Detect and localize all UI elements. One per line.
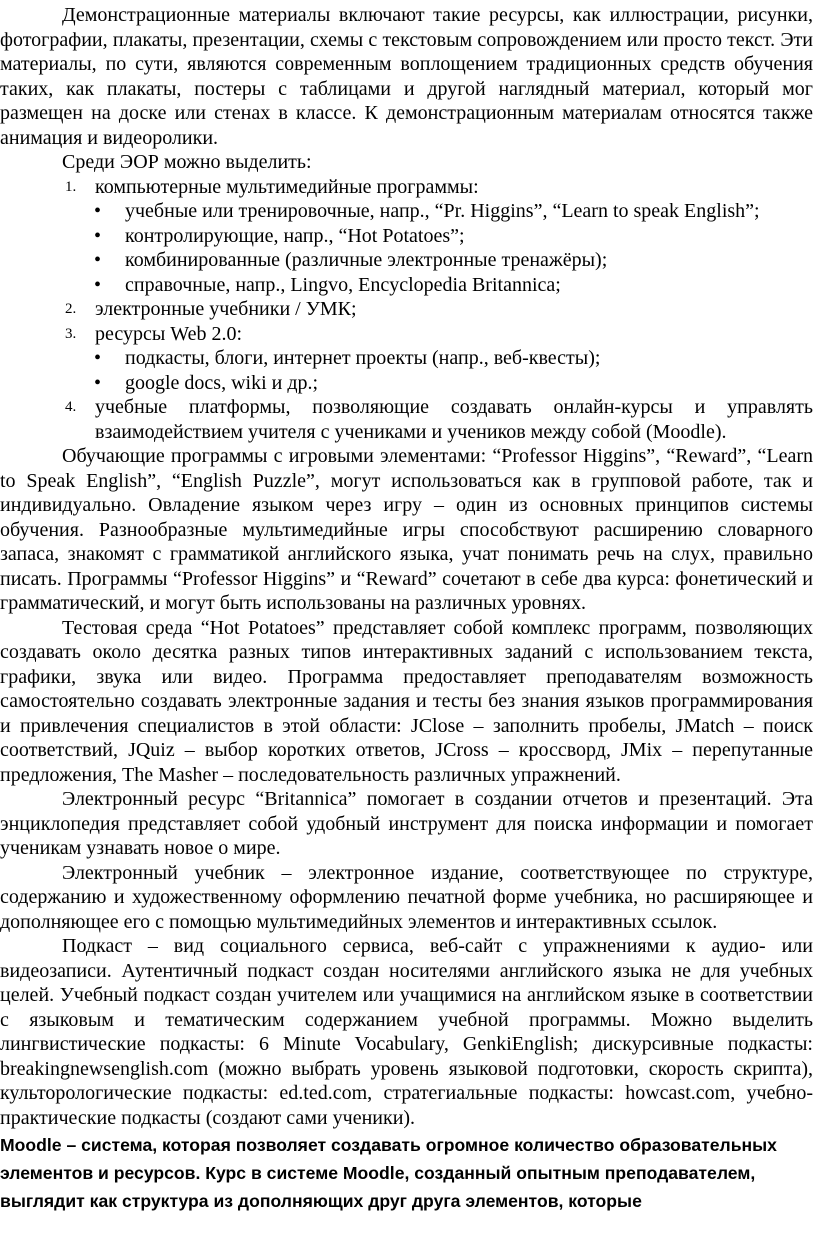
- bullet-icon: •: [94, 371, 102, 394]
- list-item-platforms: [65, 395, 813, 444]
- list-number: 1.: [65, 178, 77, 195]
- sublist-item: [94, 199, 813, 224]
- list-number: 2.: [65, 301, 77, 317]
- list-number: 3.: [65, 325, 77, 342]
- bullet-icon: •: [94, 347, 102, 369]
- eor-list: [0, 175, 813, 445]
- paragraph-hot-potatoes: Тестовая среда “Hot Potatoes” представляет собой комплекс программ, позволяющих создавать около десятка разных типов интерактивных заданий с использованием текста, графики, звука или видео. Программа предоставляет преподавателям возможность самостоятельно создавать электронные задания и тесты без знания языков программирования и привлечения специалистов в этой области: JClose – заполнить пробелы, JMatch – поиск соответствий, JQuiz – выбор коротких ответов, JCross – кроссворд, JMix – перепутанные предложения, The Masher – последовательность различных упражнений.: [0, 616, 813, 786]
- list-item-text: ресурсы Web 2.0:: [95, 322, 243, 345]
- paragraph-e-textbook: Электронный учебник – электронное издание, соответствующее по структуре, содержанию и художественному оформлению печатной форме учебника, но расширяющее и дополняющее его с помощью мультимедийных элементов и интерактивных ссылок.: [0, 861, 813, 933]
- list-item-text: компьютерные мультимедийные программы:: [95, 175, 479, 198]
- paragraph-demo-materials: Демонстрационные материалы включают такие ресурсы, как иллюстрации, рисунки, фотографии, плакаты, презентации, схемы с текстовым сопровождением или просто текст. Эти материалы, по сути, являются современным воплощением традиционных средств обучения таких, как плакаты, постеры с таблицами и другой наглядный материал, который мог размещен на доске или стенах в классе. К демонстрационным материалам относятся также анимация и видеоролики.: [0, 4, 813, 149]
- paragraph-game-programs: Обучающие программы с игровыми элементами: “Professor Higgins”, “Reward”, “Learn to Speak English”, “English Puzzle”, могут использоваться как в групповой работе, так и индивидуально. Овладение языком через игру – один из основных принципов системы обучения. Разнообразные мультимедийные игры способствуют расширению словарного запаса, знакомят с грамматикой английского языка, учат понимать речь на слух, правильно писать. Программы “Professor Higgins” и “Reward” сочетают в себе два курса: фонетический и грамматический, и могут быть использованы на различных уровнях.: [0, 445, 813, 614]
- sublist-item-text: справочные, напр., Lingvo, Encyclopedia Britannica;: [125, 273, 561, 296]
- list-item-multimedia: [65, 175, 813, 298]
- list-item-text: учебные платформы, позволяющие создавать онлайн-курсы и управлять взаимодействием учителя с учениками и учеников между собой (Moodle).: [95, 396, 813, 443]
- sublist-item: [94, 224, 813, 249]
- bullet-icon: •: [94, 273, 102, 296]
- sublist-item: [94, 371, 813, 396]
- sublist-item: [94, 346, 813, 371]
- bullet-icon: •: [94, 200, 102, 222]
- sublist-multimedia: [95, 199, 813, 297]
- list-number: 4.: [65, 399, 77, 415]
- sublist-item-text: учебные или тренировочные, напр., “Pr. Higgins”, “Learn to speak English”;: [125, 200, 760, 222]
- sublist-item-text: подкасты, блоги, интернет проекты (напр., веб-квесты);: [125, 347, 601, 369]
- bullet-icon: •: [94, 249, 102, 271]
- sublist-item-text: контролирующие, напр., “Hot Potatoes”;: [125, 224, 465, 247]
- bullet-icon: •: [94, 224, 102, 247]
- list-item-web20: [65, 322, 813, 396]
- sublist-item-text: google docs, wiki и др.;: [125, 371, 319, 394]
- list-item-text: электронные учебники / УМК;: [95, 298, 357, 320]
- paragraph-eor-intro: Среди ЭОР можно выделить:: [62, 151, 312, 173]
- sublist-web20: [95, 346, 813, 395]
- paragraph-podcast: Подкаст – вид социального сервиса, веб-сайт с упражнениями к аудио- или видеозаписи. Аутентичный подкаст создан носителями английского языка не для учебных целей. Учебный подкаст создан учителем или учащимися на английском языке в соответствии с языковым и тематическим содержанием учебной программы. Можно выделить лингвистические подкасты: 6 Minute Vocabulary, GenkiEnglish; дискурсивные подкасты: breakingnewsenglish.com (можно выбрать уровень языковой подготовки, скорость скрипта), культорологические подкасты: ed.ted.com, стратегиальные подкасты: howcast.com, учебно-практические подкасты (создают сами ученики).: [0, 935, 813, 1129]
- sublist-item: [94, 248, 813, 273]
- paragraph-moodle: Moodle – система, которая позволяет создавать огромное количество образовательных элементов и ресурсов. Курс в системе Moodle, созданный опытным преподавателем, выглядит как структура из дополняющих друг друга элементов, которые: [0, 1135, 777, 1211]
- list-item-textbooks: [65, 297, 813, 322]
- sublist-item-text: комбинированные (различные электронные тренажёры);: [125, 249, 608, 271]
- sublist-item: [94, 273, 813, 298]
- paragraph-britannica: Электронный ресурс “Britannica” помогает в создании отчетов и презентаций. Эта энциклопедия представляет собой удобный инструмент для поиска информации и помогает ученикам узнавать новое о мире.: [0, 788, 813, 859]
